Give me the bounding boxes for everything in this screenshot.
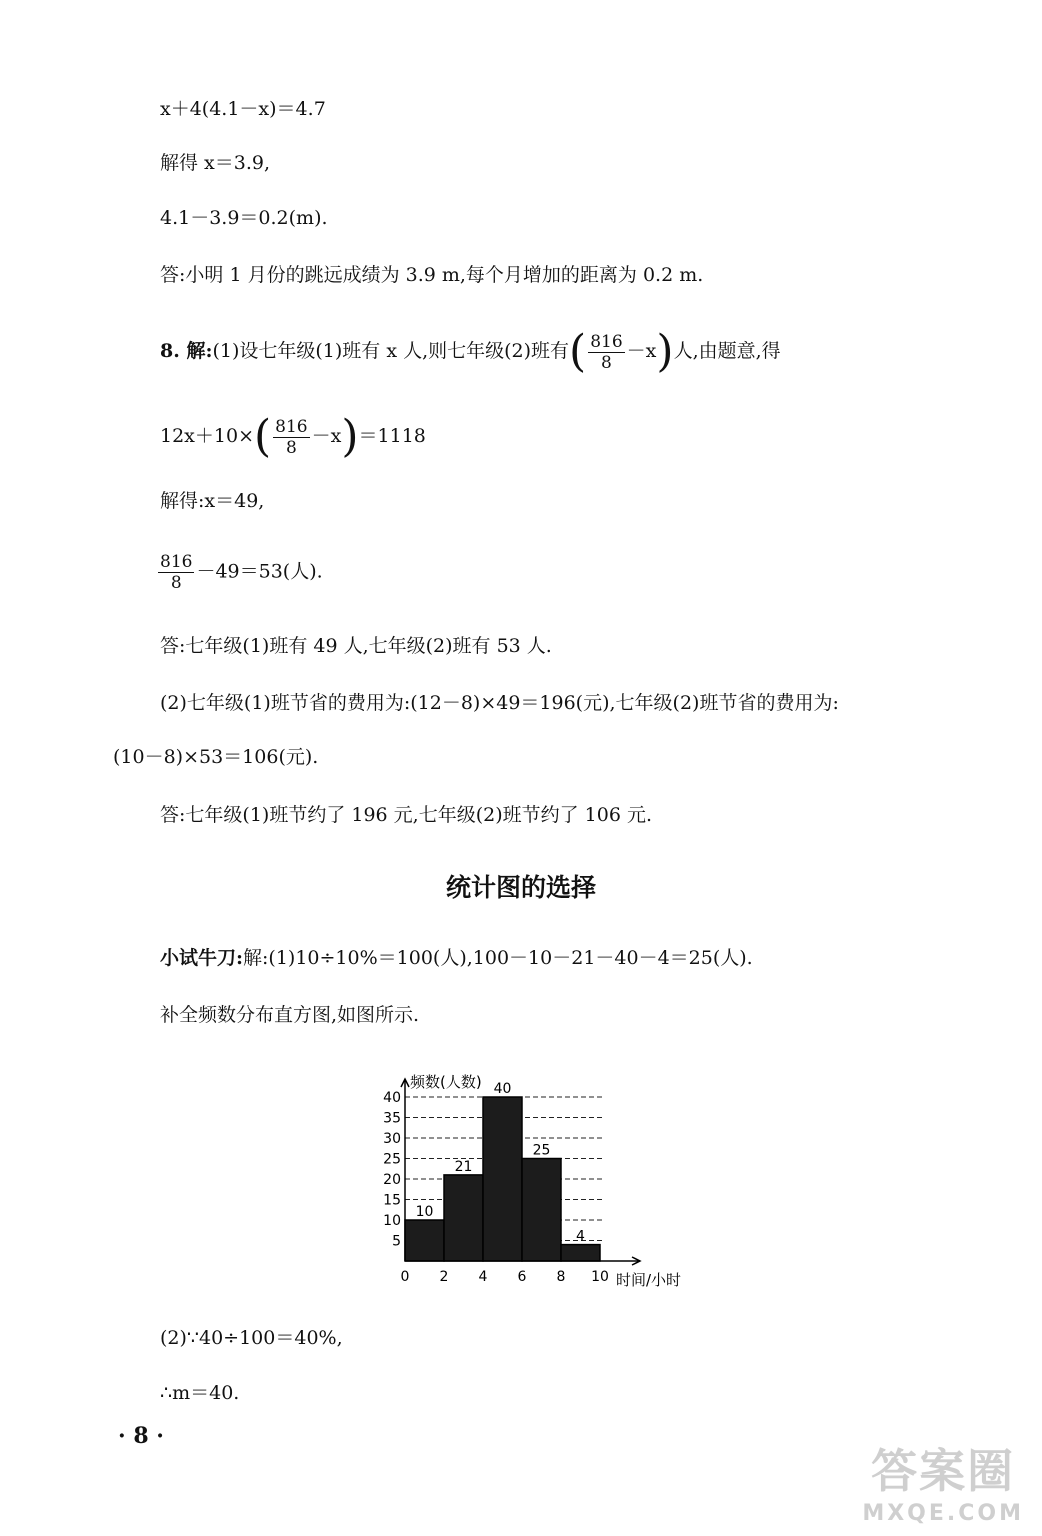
y-tick-25: 25: [383, 1151, 401, 1168]
histogram-bar-4-6: [483, 1097, 522, 1261]
answer-1: 答:小明 1 月份的跳远成绩为 3.9 m,每个月增加的距离为 0.2 m.: [160, 264, 704, 286]
bar-label-40: 40: [493, 1081, 512, 1097]
frequency-histogram: [350, 1058, 710, 1298]
x-axis-label: 时间/小时: [616, 1271, 682, 1289]
y-tick-30: 30: [383, 1131, 401, 1147]
x-tick-4: 4: [478, 1269, 488, 1285]
exercise-line: [160, 945, 753, 971]
bar-label-10: 10: [415, 1204, 434, 1220]
problem-8-suffix: 人,由题意,得: [673, 340, 781, 362]
watermark-logo-text: 答案圈: [871, 1444, 1016, 1498]
answer-3: 答:七年级(1)班节约了 196 元,七年级(2)班节约了 106 元.: [160, 804, 652, 826]
solve-result-2: 解得:x＝49,: [160, 490, 265, 512]
answer-2: 答:七年级(1)班有 49 人,七年级(2)班有 53 人.: [160, 635, 552, 657]
y-tick-10: 10: [383, 1213, 401, 1229]
exercise-label: 小试牛刀:: [160, 947, 244, 969]
exercise-text: 解:(1)10÷10%＝100(人),100－10－21－40－4＝25(人).: [243, 947, 753, 969]
section-title: 统计图的选择: [445, 873, 596, 902]
y-tick-35: 35: [383, 1110, 401, 1127]
histogram-bar-0-2: [405, 1220, 444, 1261]
equation-3: 12x＋10×( $\frac{816}{8}$ －x)＝1118: [160, 411, 426, 462]
problem-8-label: 8. 解:: [160, 340, 213, 362]
part-2-line: (2)七年级(1)班节省的费用为:(12－8)×49＝196(元),七年级(2)班节省的费用为:: [160, 692, 839, 714]
bar-label-4: 4: [576, 1228, 585, 1245]
problem-8-text: (1)设七年级(1)班有 x 人,则七年级(2)班有: [212, 340, 570, 362]
histogram-caption: 补全频数分布直方图,如图所示.: [160, 1004, 420, 1026]
y-tick-5: 5: [392, 1233, 401, 1250]
bar-label-25: 25: [532, 1142, 551, 1159]
x-tick-8: 8: [556, 1269, 566, 1285]
histogram-bar-6-8: [522, 1159, 561, 1262]
y-tick-20: 20: [383, 1172, 401, 1188]
equation-2: 4.1－3.9＝0.2(m).: [160, 207, 328, 229]
equation-4: $\frac{816}{8}$ －49＝53(人).: [160, 552, 323, 593]
histogram-bar-8-10: [561, 1245, 600, 1261]
x-tick-10: 10: [591, 1269, 609, 1285]
y-axis-label: 频数(人数): [410, 1073, 482, 1091]
equation-1: x＋4(4.1－x)＝4.7: [160, 98, 326, 120]
x-tick-2: 2: [439, 1269, 449, 1285]
solve-result-1: 解得 x＝3.9,: [160, 152, 271, 174]
fraction-816-over-8-c: $\frac{816}{8}$: [160, 552, 193, 593]
x-tick-6: 6: [517, 1269, 527, 1285]
page-number: · 8 ·: [118, 1423, 164, 1449]
x-tick-0: 0: [400, 1269, 410, 1285]
part-2-reason: (2)∵40÷100＝40%,: [160, 1327, 343, 1349]
y-tick-40: 40: [383, 1090, 401, 1106]
fraction-816-over-8: $\frac{816}{8}$: [590, 331, 623, 373]
fraction-816-over-8-b: $\frac{816}{8}$: [275, 416, 308, 458]
part-2-conclusion: ∴m＝40.: [160, 1382, 240, 1404]
part-2-calc: (10－8)×53＝106(元).: [113, 746, 319, 768]
watermark-url: MXQE.COM: [862, 1501, 1024, 1526]
bar-label-21: 21: [454, 1158, 473, 1175]
histogram-bar-2-4: [444, 1175, 483, 1261]
watermark: [862, 1435, 1024, 1526]
problem-8-line: 8. 解:(1)设七年级(1)班有 x 人,则七年级(2)班有( $\frac{816}{8}$ －x)人,由题意,得: [160, 326, 781, 377]
histogram-bars: [405, 1097, 600, 1261]
y-tick-15: 15: [383, 1192, 401, 1209]
